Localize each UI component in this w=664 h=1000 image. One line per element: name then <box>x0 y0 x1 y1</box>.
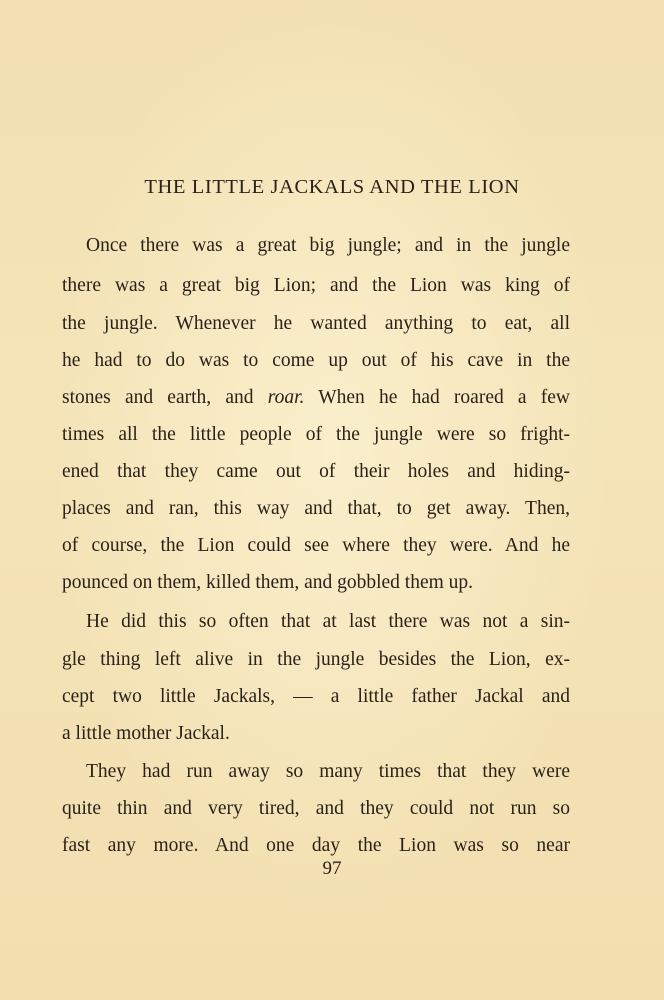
text-line: He did this so often that at last there was not a sin- <box>86 611 570 632</box>
text-line: They had run away so many times that they were <box>86 761 570 782</box>
text-line: pounced on them, killed them, and gobbled them up. <box>62 572 474 593</box>
text-line: gle thing left alive in the jungle besides the Lion, ex- <box>62 649 570 670</box>
text-line: fast any more. And one day the Lion was so near <box>62 835 570 856</box>
text-line: a little mother Jackal. <box>62 723 230 744</box>
text-line: there was a great big Lion; and the Lion was king of <box>62 275 570 296</box>
text-line: stones and earth, and roar. When he had roared a few <box>62 387 570 408</box>
text-line: the jungle. Whenever he wanted anything to eat, all <box>62 313 570 334</box>
text-line: of course, the Lion could see where they were. And he <box>62 535 570 556</box>
text-line: quite thin and very tired, and they could not run so <box>62 798 570 819</box>
text-line: times all the little people of the jungle were so fright- <box>62 424 570 445</box>
page-number: 97 <box>322 858 342 879</box>
chapter-title: THE LITTLE JACKALS AND THE LION <box>144 176 520 198</box>
text-line: Once there was a great big jungle; and in the jungle <box>86 235 570 256</box>
text-line: ened that they came out of their holes and hiding- <box>62 461 570 482</box>
text-line: cept two little Jackals, — a little father Jackal and <box>62 686 570 707</box>
text-line: he had to do was to come up out of his cave in the <box>62 350 570 371</box>
emphasis-roar: roar. <box>267 387 305 408</box>
text-line: places and ran, this way and that, to get away. Then, <box>62 498 570 519</box>
